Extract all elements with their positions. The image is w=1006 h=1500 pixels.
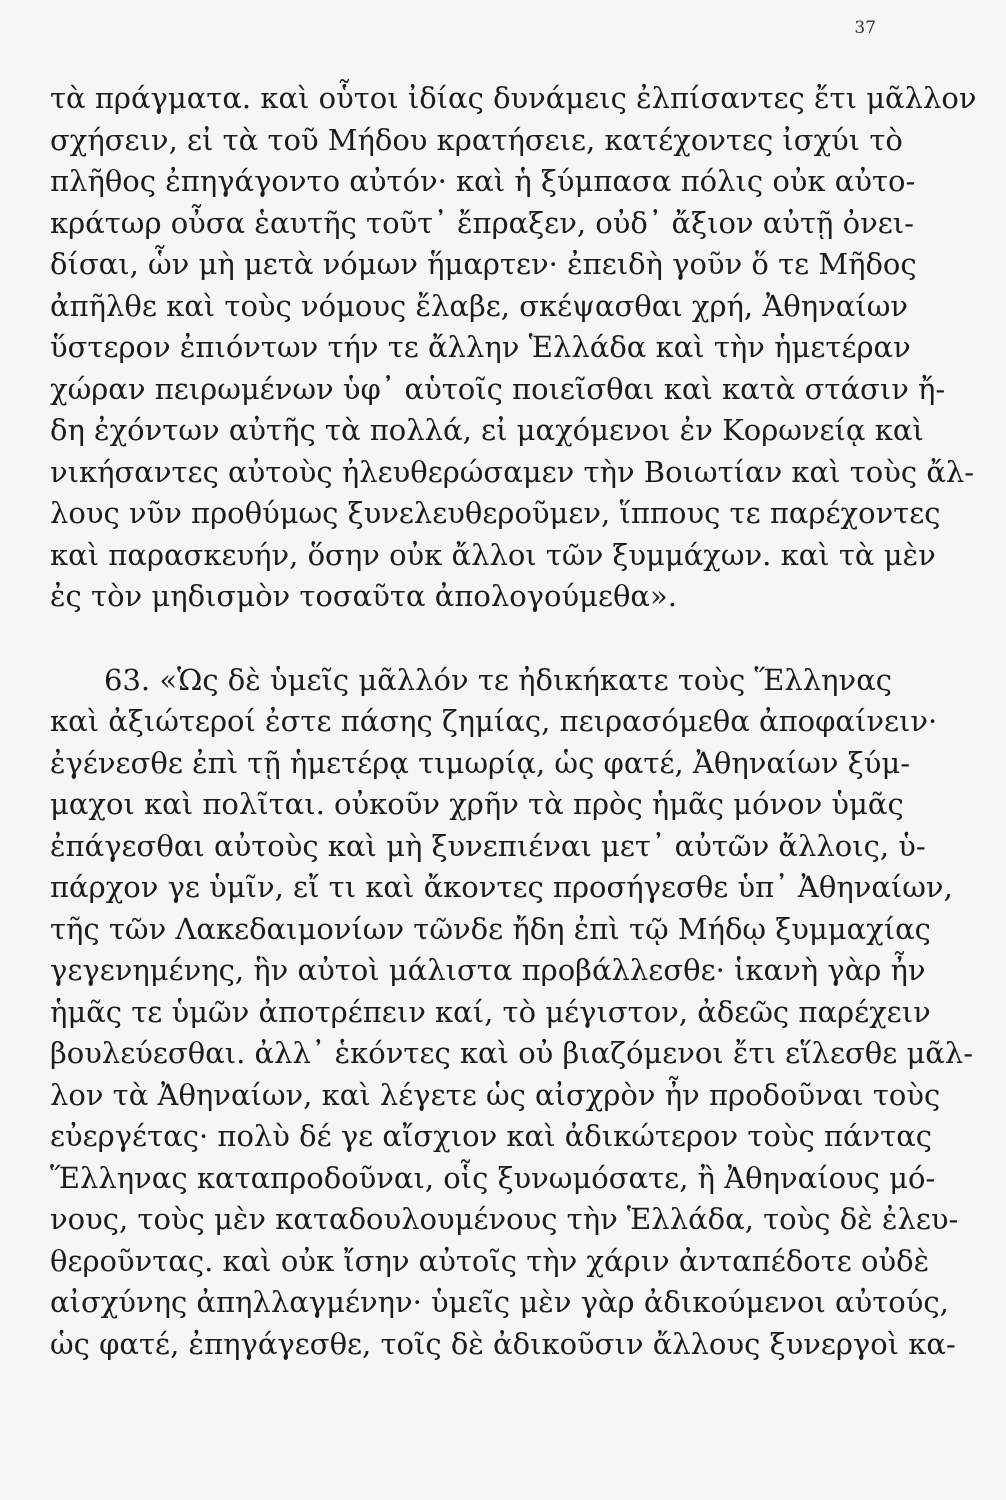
text-line: δη ἐχόντων αὐτῆς τὰ πολλά, εἰ μαχόμενοι ἐν Κορωνείᾳ καὶ	[50, 413, 924, 447]
text-line: καὶ ἀξιώτεροί ἐστε πάσης ζημίας, πειρασόμεθα ἀποφαίνειν·	[50, 704, 938, 738]
text-line: νους, τοὺς μὲν καταδουλουμένους τὴν Ἑλλάδα, τοὺς δὲ ἐλευ-	[50, 1202, 959, 1236]
text-line: αἰσχύνης ἀπηλλαγμένην· ὑμεῖς μὲν γὰρ ἀδικούμενοι αὐτούς,	[50, 1285, 949, 1319]
section-63-first-line: 63. «Ὡς δὲ ὑμεῖς μᾶλλόν τε ἠδικήκατε τοὺς Ἕλληνας	[104, 662, 893, 697]
text-line: βουλεύεσθαι. ἀλλ᾽ ἑκόντες καὶ οὐ βιαζόμενοι ἔτι εἵλεσθε μᾶλ-	[50, 1036, 974, 1070]
text-block	[50, 78, 977, 1365]
paragraph-63	[50, 660, 974, 1366]
text-line: ὡς φατέ, ἐπηγάγεσθε, τοῖς δὲ ἀδικοῦσιν ἄλλους ξυνεργοὶ κα-	[50, 1326, 956, 1361]
text-line: κράτωρ οὖσα ἑαυτῆς τοῦτ᾽ ἔπραξεν, οὐδ᾽ ἄξιον αὐτῇ ὀνει-	[50, 205, 914, 240]
text-line: λους νῦν προθύμως ξυνελευθεροῦμεν, ἵππους τε παρέχοντες	[50, 496, 941, 530]
text-line: νικήσαντες αὐτοὺς ἠλευθερώσαμεν τὴν Βοιωτίαν καὶ τοὺς ἄλ-	[50, 454, 975, 489]
text-line: ἐπάγεσθαι αὐτοὺς καὶ μὴ ξυνεπιέναι μετ᾽ αὐτῶν ἄλλοις, ὑ-	[50, 828, 926, 863]
text-line: λον τὰ Ἀθηναίων, καὶ λέγετε ὡς αἰσχρὸν ἦν προδοῦναι τοὺς	[50, 1077, 941, 1112]
text-line: δίσαι, ὧν μὴ μετὰ νόμων ἥμαρτεν· ἐπειδὴ γοῦν ὅ τε Μῆδος	[50, 247, 917, 281]
text-line: χώραν πειρωμένων ὑφ᾽ αὑτοῖς ποιεῖσθαι καὶ κατὰ στάσιν ἤ-	[50, 371, 946, 406]
text-line: θεροῦντας. καὶ οὐκ ἴσην αὐτοῖς τὴν χάριν ἀνταπέδοτε οὐδὲ	[50, 1243, 930, 1278]
text-line: πλῆθος ἐπηγάγοντο αὐτόν· καὶ ἡ ξύμπασα πόλις οὐκ αὐτο-	[50, 164, 916, 198]
paragraph-1	[50, 78, 977, 618]
text-line: γεγενημένης, ἣν αὐτοὶ μάλιστα προβάλλεσθε· ἱκανὴ γὰρ ἦν	[50, 953, 926, 987]
text-line: Ἕλληνας καταπροδοῦναι, οἷς ξυνωμόσατε, ἢ Ἀθηναίους μό-	[50, 1160, 936, 1195]
text-line: τὰ πράγματα. καὶ οὗτοι ἰδίας δυνάμεις ἐλπίσαντες ἔτι μᾶλλον	[50, 81, 977, 115]
page-number: 37	[854, 18, 876, 38]
text-line: εὐεργέτας· πολὺ δέ γε αἴσχιον καὶ ἀδικώτερον τοὺς πάντας	[50, 1119, 933, 1153]
text-line: σχήσειν, εἰ τὰ τοῦ Μήδου κρατήσειε, κατέχοντες ἰσχύι τὸ	[50, 122, 903, 157]
text-line: ὕστερον ἐπιόντων τήν τε ἄλλην Ἑλλάδα καὶ τὴν ἡμετέραν	[50, 330, 911, 364]
text-line: πάρχον γε ὑμῖν, εἴ τι καὶ ἄκοντες προσήγεσθε ὑπ᾽ Ἀθηναίων,	[50, 870, 953, 904]
paragraph-gap	[50, 618, 880, 660]
text-line: ἀπῆλθε καὶ τοὺς νόμους ἔλαβε, σκέψασθαι χρή, Ἀθηναίων	[50, 288, 908, 323]
text-line: τῆς τῶν Λακεδαιμονίων τῶνδε ἤδη ἐπὶ τῷ Μήδῳ ξυμμαχίας	[50, 911, 931, 946]
text-line: ἐγένεσθε ἐπὶ τῇ ἡμετέρᾳ τιμωρίᾳ, ὡς φατέ, Ἀθηναίων ξύμ-	[50, 745, 911, 780]
text-line: καὶ παρασκευήν, ὅσην οὐκ ἄλλοι τῶν ξυμμάχων. καὶ τὰ μὲν	[50, 537, 936, 572]
text-line: μαχοι καὶ πολῖται. οὐκοῦν χρῆν τὰ πρὸς ἡμᾶς μόνον ὑμᾶς	[50, 787, 904, 821]
text-line: ἡμᾶς τε ὑμῶν ἀποτρέπειν καί, τὸ μέγιστον, ἀδεῶς παρέχειν	[50, 994, 931, 1029]
text-line: ἐς τὸν μηδισμὸν τοσαῦτα ἀπολογούμεθα».	[50, 579, 677, 613]
